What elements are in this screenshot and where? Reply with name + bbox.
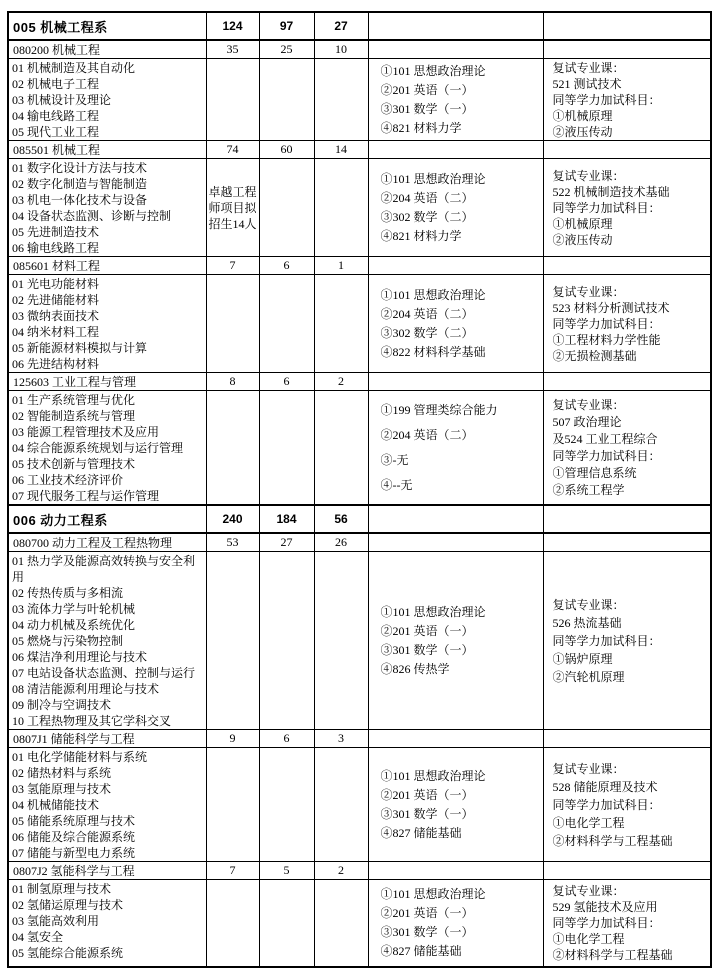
empty-cell xyxy=(314,159,368,257)
program-title: 125603 工业工程与管理 xyxy=(8,373,206,391)
retest-line: 复试专业课： xyxy=(552,168,625,183)
retest-cell xyxy=(543,59,711,141)
program-title: 080200 机械工程 xyxy=(8,40,206,59)
section-count-2: 97 xyxy=(259,12,314,40)
empty-cell xyxy=(543,373,711,391)
exam-subjects-cell xyxy=(368,159,543,257)
direction-item: 01 机械制造及其自动化 xyxy=(12,61,136,75)
note-cell xyxy=(206,391,259,506)
direction-item: 05 新能源材料模拟与计算 xyxy=(12,341,148,355)
empty-cell xyxy=(543,533,711,552)
empty-cell xyxy=(543,505,711,533)
direction-item: 07 现代服务工程与运作管理 xyxy=(12,489,160,503)
directions-cell xyxy=(8,275,206,373)
direction-item: 05 先进制造技术 xyxy=(12,225,100,239)
exam-subject-item: ①199 管理类综合能力 xyxy=(380,402,498,417)
admissions-table xyxy=(7,11,712,968)
retest-line: ②液压传动 xyxy=(552,232,613,247)
program-count-3: 10 xyxy=(314,40,368,59)
retest-line: ②系统工程学 xyxy=(552,482,625,497)
empty-cell xyxy=(259,275,314,373)
exam-subject-item: ④821 材料力学 xyxy=(380,120,462,135)
direction-item: 02 先进储能材料 xyxy=(12,293,100,307)
direction-item: 05 技术创新与管理技术 xyxy=(12,457,136,471)
retest-line: 同等学力加试科目： xyxy=(552,316,661,331)
empty-cell xyxy=(368,40,543,59)
note-cell xyxy=(206,880,259,967)
program-count-3: 14 xyxy=(314,141,368,159)
exam-subject-item: ④827 储能基础 xyxy=(380,825,462,840)
empty-cell xyxy=(543,40,711,59)
exam-subject-item: ①101 思想政治理论 xyxy=(380,768,486,783)
program-title: 0807J1 储能科学与工程 xyxy=(8,730,206,748)
exam-subject-item: ②201 英语（一） xyxy=(380,905,474,920)
empty-cell xyxy=(368,862,543,880)
program-count-1: 53 xyxy=(206,533,259,552)
note-cell xyxy=(206,59,259,141)
retest-line: 同等学力加试科目： xyxy=(552,448,661,463)
note-cell xyxy=(206,159,259,257)
program-count-2: 5 xyxy=(259,862,314,880)
exam-subject-item: ②204 英语（二） xyxy=(380,306,474,321)
direction-item: 10 工程热物理及其它学科交叉 xyxy=(12,714,172,728)
directions-cell xyxy=(8,880,206,967)
direction-item: 06 工业技术经济评价 xyxy=(12,473,124,487)
directions-cell xyxy=(8,391,206,506)
direction-item: 03 流体力学与叶轮机械 xyxy=(12,602,136,616)
retest-cell xyxy=(543,748,711,862)
exam-subject-item: ①101 思想政治理论 xyxy=(380,604,486,619)
program-title: 080700 动力工程及工程热物理 xyxy=(8,533,206,552)
program-count-1: 74 xyxy=(206,141,259,159)
empty-cell xyxy=(368,141,543,159)
retest-cell xyxy=(543,391,711,506)
retest-line: 521 测试技术 xyxy=(552,76,622,91)
direction-item: 04 氢安全 xyxy=(12,930,64,944)
retest-line: ①锅炉原理 xyxy=(552,651,613,666)
direction-item: 04 输电线路工程 xyxy=(12,109,100,123)
direction-item: 06 煤洁净利用理论与技术 xyxy=(12,650,148,664)
retest-cell xyxy=(543,275,711,373)
direction-item: 03 机电一体化技术与设备 xyxy=(12,193,148,207)
empty-cell xyxy=(543,257,711,275)
empty-cell xyxy=(368,505,543,533)
program-count-1: 7 xyxy=(206,862,259,880)
retest-line: ①电化学工程 xyxy=(552,931,625,946)
section-title: 005 机械工程系 xyxy=(8,12,206,40)
program-count-1: 8 xyxy=(206,373,259,391)
direction-item: 01 电化学储能材料与系统 xyxy=(12,750,148,764)
program-summary-row xyxy=(8,373,711,391)
exam-subjects-cell xyxy=(368,748,543,862)
directions-cell xyxy=(8,748,206,862)
program-count-2: 6 xyxy=(259,257,314,275)
exam-subject-item: ③301 数学（一） xyxy=(380,806,474,821)
program-title: 085601 材料工程 xyxy=(8,257,206,275)
retest-line: 同等学力加试科目： xyxy=(552,797,661,812)
note-cell xyxy=(206,275,259,373)
retest-line: 528 储能原理及技术 xyxy=(552,779,658,794)
section-count-3: 27 xyxy=(314,12,368,40)
retest-line: ②液压传动 xyxy=(552,124,613,139)
direction-item: 01 光电功能材料 xyxy=(12,277,100,291)
exam-subject-item: ④827 储能基础 xyxy=(380,943,462,958)
retest-cell xyxy=(543,159,711,257)
section-header-row xyxy=(8,505,711,533)
program-detail-row xyxy=(8,59,711,141)
retest-cell xyxy=(543,880,711,967)
empty-cell xyxy=(543,862,711,880)
empty-cell xyxy=(368,533,543,552)
direction-item: 03 机械设计及理论 xyxy=(12,93,112,107)
exam-subjects-cell xyxy=(368,275,543,373)
program-detail-row xyxy=(8,880,711,967)
exam-subject-item: ②204 英语（二） xyxy=(380,190,474,205)
note-cell xyxy=(206,748,259,862)
direction-item: 09 制冷与空调技术 xyxy=(12,698,112,712)
empty-cell xyxy=(314,391,368,506)
direction-item: 04 机械储能技术 xyxy=(12,798,100,812)
empty-cell xyxy=(259,159,314,257)
program-summary-row xyxy=(8,533,711,552)
empty-cell xyxy=(368,373,543,391)
empty-cell xyxy=(259,748,314,862)
empty-cell xyxy=(543,141,711,159)
program-detail-row xyxy=(8,159,711,257)
retest-line: 复试专业课： xyxy=(552,883,625,898)
empty-cell xyxy=(368,730,543,748)
empty-cell xyxy=(368,12,543,40)
retest-line: 507 政治理论 xyxy=(552,414,622,429)
direction-item: 01 制氢原理与技术 xyxy=(12,882,112,896)
retest-line: ②材料科学与工程基础 xyxy=(552,947,673,962)
exam-subjects-cell xyxy=(368,391,543,506)
direction-item: 04 设备状态监测、诊断与控制 xyxy=(12,209,172,223)
retest-line: ①机械原理 xyxy=(552,108,613,123)
retest-line: ②材料科学与工程基础 xyxy=(552,833,673,848)
direction-item: 01 热力学及能源高效转换与安全利用 xyxy=(12,554,196,584)
program-count-3: 3 xyxy=(314,730,368,748)
program-detail-row xyxy=(8,391,711,506)
direction-item: 04 综合能源系统规划与运行管理 xyxy=(12,441,184,455)
retest-line: 523 材料分析测试技术 xyxy=(552,300,670,315)
section-count-1: 240 xyxy=(206,505,259,533)
empty-cell xyxy=(259,880,314,967)
program-title: 0807J2 氢能科学与工程 xyxy=(8,862,206,880)
exam-subject-item: ③-无 xyxy=(380,452,409,467)
exam-subject-item: ④--无 xyxy=(380,477,413,492)
empty-cell xyxy=(543,730,711,748)
empty-cell xyxy=(259,59,314,141)
exam-subject-item: ④822 材料科学基础 xyxy=(380,344,486,359)
retest-line: ①工程材料力学性能 xyxy=(552,332,661,347)
exam-subject-item: ①101 思想政治理论 xyxy=(380,63,486,78)
program-count-2: 25 xyxy=(259,40,314,59)
program-count-3: 1 xyxy=(314,257,368,275)
direction-item: 03 微纳表面技术 xyxy=(12,309,100,323)
empty-cell xyxy=(314,59,368,141)
direction-item: 07 电站设备状态监测、控制与运行 xyxy=(12,666,196,680)
program-count-1: 9 xyxy=(206,730,259,748)
retest-line: 复试专业课： xyxy=(552,397,625,412)
direction-item: 05 燃烧与污染物控制 xyxy=(12,634,124,648)
retest-line: ②无损检测基础 xyxy=(552,348,637,363)
section-count-1: 124 xyxy=(206,12,259,40)
program-count-1: 7 xyxy=(206,257,259,275)
direction-item: 02 储热材料与系统 xyxy=(12,766,112,780)
program-detail-row xyxy=(8,552,711,730)
direction-item: 02 氢储运原理与技术 xyxy=(12,898,124,912)
retest-line: 同等学力加试科目： xyxy=(552,200,661,215)
program-summary-row xyxy=(8,862,711,880)
program-title: 085501 机械工程 xyxy=(8,141,206,159)
exam-subject-item: ④821 材料力学 xyxy=(380,228,462,243)
exam-subject-item: ②201 英语（一） xyxy=(380,623,474,638)
exam-subject-item: ③301 数学（一） xyxy=(380,924,474,939)
direction-item: 06 先进结构材料 xyxy=(12,357,100,371)
empty-cell xyxy=(259,552,314,730)
program-detail-row xyxy=(8,275,711,373)
program-count-3: 26 xyxy=(314,533,368,552)
retest-line: 及524 工业工程综合 xyxy=(552,431,658,446)
program-summary-row xyxy=(8,730,711,748)
exam-subject-item: ④826 传热学 xyxy=(380,661,450,676)
program-summary-row xyxy=(8,40,711,59)
retest-line: 复试专业课： xyxy=(552,597,625,612)
empty-cell xyxy=(314,552,368,730)
program-count-2: 6 xyxy=(259,730,314,748)
direction-item: 05 氢能综合能源系统 xyxy=(12,946,124,960)
exam-subject-item: ②204 英语（二） xyxy=(380,427,474,442)
retest-line: 同等学力加试科目： xyxy=(552,633,661,648)
exam-subjects-cell xyxy=(368,59,543,141)
section-title: 006 动力工程系 xyxy=(8,505,206,533)
program-count-3: 2 xyxy=(314,373,368,391)
retest-line: 522 机械制造技术基础 xyxy=(552,184,670,199)
directions-cell xyxy=(8,159,206,257)
section-count-2: 184 xyxy=(259,505,314,533)
direction-item: 05 储能系统原理与技术 xyxy=(12,814,136,828)
program-detail-row xyxy=(8,748,711,862)
retest-line: 同等学力加试科目： xyxy=(552,915,661,930)
program-count-2: 60 xyxy=(259,141,314,159)
directions-cell xyxy=(8,552,206,730)
direction-item: 08 清洁能源利用理论与技术 xyxy=(12,682,160,696)
program-count-2: 27 xyxy=(259,533,314,552)
program-count-1: 35 xyxy=(206,40,259,59)
program-summary-row xyxy=(8,257,711,275)
directions-cell xyxy=(8,59,206,141)
section-count-3: 56 xyxy=(314,505,368,533)
direction-item: 06 储能及综合能源系统 xyxy=(12,830,136,844)
direction-item: 02 智能制造系统与管理 xyxy=(12,409,136,423)
exam-subject-item: ②201 英语（一） xyxy=(380,787,474,802)
empty-cell xyxy=(259,391,314,506)
retest-line: ①机械原理 xyxy=(552,216,613,231)
retest-cell xyxy=(543,552,711,730)
program-count-2: 6 xyxy=(259,373,314,391)
exam-subjects-cell xyxy=(368,552,543,730)
exam-subject-item: ③302 数学（二） xyxy=(380,325,474,340)
exam-subject-item: ③301 数学（一） xyxy=(380,642,474,657)
direction-item: 04 纳米材料工程 xyxy=(12,325,100,339)
direction-item: 02 机械电子工程 xyxy=(12,77,100,91)
exam-subject-item: ③301 数学（一） xyxy=(380,101,474,116)
program-summary-row xyxy=(8,141,711,159)
direction-item: 02 传热传质与多相流 xyxy=(12,586,124,600)
exam-subjects-cell xyxy=(368,880,543,967)
empty-cell xyxy=(543,12,711,40)
direction-item: 03 氢能高效利用 xyxy=(12,914,100,928)
direction-item: 01 数字化设计方法与技术 xyxy=(12,161,148,175)
empty-cell xyxy=(314,748,368,862)
exam-subject-item: ①101 思想政治理论 xyxy=(380,287,486,302)
exam-subject-item: ③302 数学（二） xyxy=(380,209,474,224)
section-header-row xyxy=(8,12,711,40)
program-note: 卓越工程师项目拟招生14人 xyxy=(208,184,257,231)
direction-item: 01 生产系统管理与优化 xyxy=(12,393,136,407)
exam-subject-item: ①101 思想政治理论 xyxy=(380,171,486,186)
direction-item: 02 数字化制造与智能制造 xyxy=(12,177,148,191)
direction-item: 05 现代工业工程 xyxy=(12,125,100,139)
empty-cell xyxy=(314,275,368,373)
retest-line: 复试专业课： xyxy=(552,761,625,776)
retest-line: 复试专业课： xyxy=(552,284,625,299)
direction-item: 03 能源工程管理技术及应用 xyxy=(12,425,160,439)
empty-cell xyxy=(314,880,368,967)
retest-line: 529 氢能技术及应用 xyxy=(552,899,658,914)
direction-item: 04 动力机械及系统优化 xyxy=(12,618,136,632)
direction-item: 07 储能与新型电力系统 xyxy=(12,846,136,860)
retest-line: 526 热流基础 xyxy=(552,615,622,630)
program-count-3: 2 xyxy=(314,862,368,880)
retest-line: ①管理信息系统 xyxy=(552,465,637,480)
direction-item: 06 输电线路工程 xyxy=(12,241,100,255)
retest-line: ②汽轮机原理 xyxy=(552,669,625,684)
retest-line: 复试专业课： xyxy=(552,60,625,75)
exam-subject-item: ①101 思想政治理论 xyxy=(380,886,486,901)
retest-line: ①电化学工程 xyxy=(552,815,625,830)
retest-line: 同等学力加试科目： xyxy=(552,92,661,107)
note-cell xyxy=(206,552,259,730)
empty-cell xyxy=(368,257,543,275)
exam-subject-item: ②201 英语（一） xyxy=(380,82,474,97)
direction-item: 03 氢能原理与技术 xyxy=(12,782,112,796)
